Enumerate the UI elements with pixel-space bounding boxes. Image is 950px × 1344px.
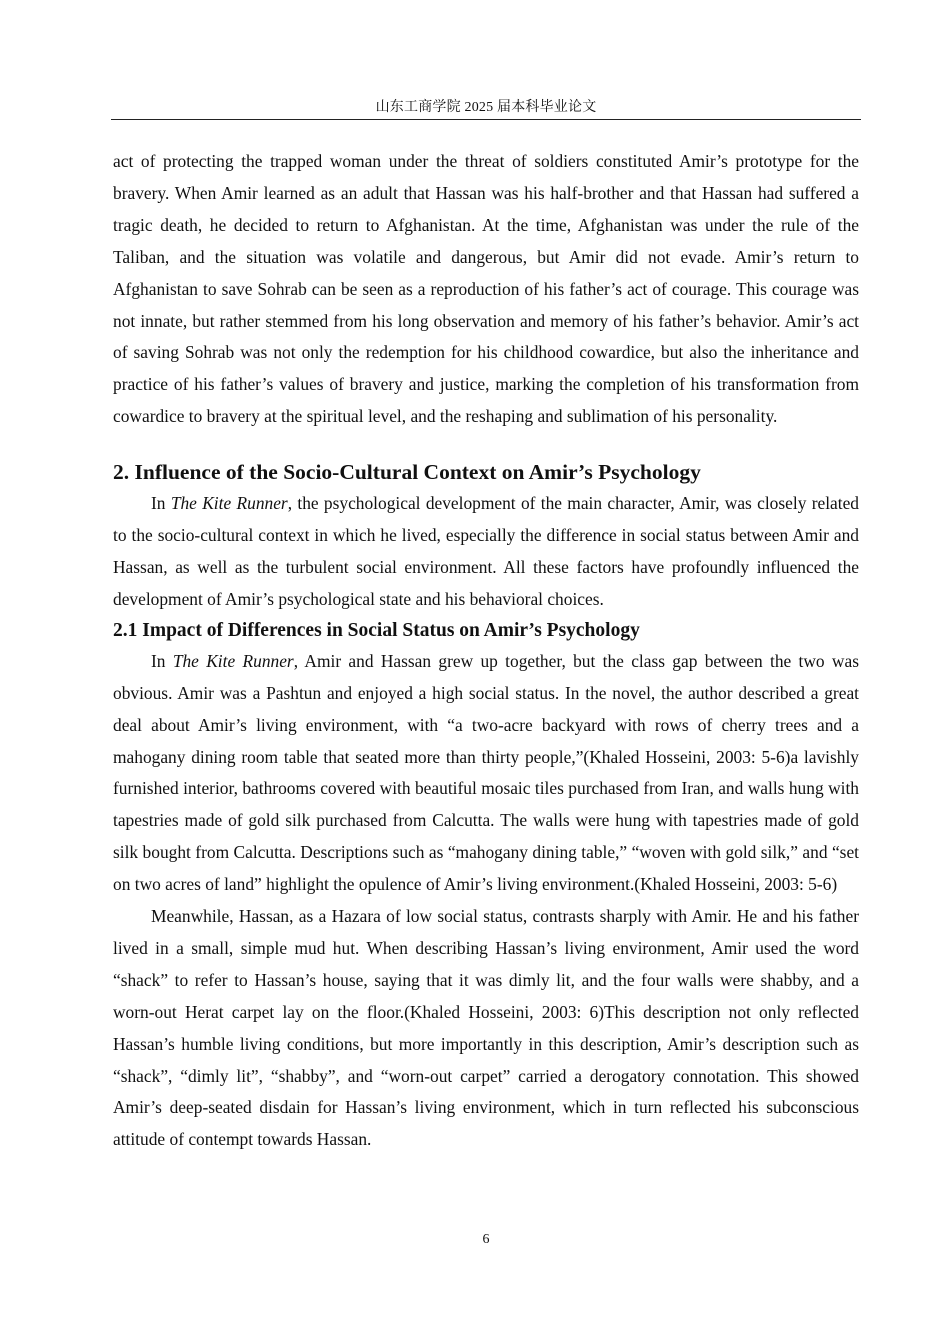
header-rule: [111, 119, 861, 120]
running-header: 山东工商学院 2025 届本科毕业论文: [375, 100, 597, 115]
book-title: The Kite Runner: [172, 650, 294, 671]
paragraph-text: , Amir and Hassan grew up together, but the class gap between the two was obvious. Amir was a Pashtun and enjoyed a high social status. In the novel, the author described a great deal about Amir’s living environment, with “a two-acre backyard with rows of cherry trees and a mahogany dining room table that seated more than thirty people,”(Khaled Hosseini, 2003: 5-6)a lavishly furnished interior, bathrooms covered with beautiful mosaic tiles purchased from Iran, and walls hung with tapestries made of gold silk purchased from Calcutta. The walls were hung with tapestries made of gold silk bought from Calcutta. Descriptions such as “mahogany dining table,” “woven with gold silk,” and “set on two acres of land” highlight the opulence of Amir’s living environment.(Khaled Hosseini, 2003: 5-6): [113, 650, 859, 895]
book-title: The Kite Runner: [170, 493, 288, 514]
section-2-1-paragraph-1: [113, 646, 859, 901]
prefix-text: In: [151, 493, 171, 514]
paragraph-continuation: act of protecting the trapped woman under the threat of soldiers constituted Amir’s prototype for the bravery. When Amir learned as an adult that Hassan was his half-brother and that Hassan had suffered a tragic death, he decided to return to Afghanistan. At the time, Afghanistan was under the rule of the Taliban, and the situation was volatile and dangerous, but Amir did not evade. Amir’s return to Afghanistan to save Sohrab can be seen as a reproduction of his father’s act of courage. This courage was not innate, but rather stemmed from his long observation and memory of his father’s behavior. Amir’s act of saving Sohrab was not only the redemption for his childhood cowardice, but also the inheritance and practice of his father’s values of bravery and justice, marking the completion of his transformation from cowardice to bravery at the spiritual level, and the reshaping and sublimation of his personality.: [113, 151, 859, 427]
paragraph-text: , the psychological development of the main character, Amir, was closely related to the socio-cultural context in which he lived, especially the difference in social status between Amir and Hassan, as well as the turbulent social environment. All these factors have profoundly influenced the development of Amir’s psychological state and his behavioral choices.: [113, 493, 860, 609]
section-2-paragraph: [113, 488, 859, 616]
main-content: [113, 146, 859, 1156]
page-number: 6: [482, 1232, 490, 1247]
section-2-1-paragraph-2: Meanwhile, Hassan, as a Hazara of low social status, contrasts sharply with Amir. He and his father lived in a small, simple mud hut. When describing Hassan’s living environment, Amir used the word “shack” to refer to Hassan’s house, saying that it was dimly lit, and the four walls were shabby, and a worn-out Herat carpet lay on the floor.(Khaled Hosseini, 2003: 6)This description not only reflected Hassan’s humble living conditions, but more importantly in this description, Amir’s description such as “shack”, “dimly lit”, “shabby”, and “worn-out carpet” carried a derogatory connotation. This showed Amir’s deep-seated disdain for Hassan’s living environment, which in turn reflected his subconscious attitude of contempt towards Hassan.: [113, 906, 859, 1150]
section-2-heading: 2. Influence of the Socio-Cultural Context on Amir’s Psychology: [113, 460, 701, 485]
prefix-text: In: [151, 650, 173, 671]
section-2-1-heading: 2.1 Impact of Differences in Social Status on Amir’s Psychology: [113, 619, 640, 641]
